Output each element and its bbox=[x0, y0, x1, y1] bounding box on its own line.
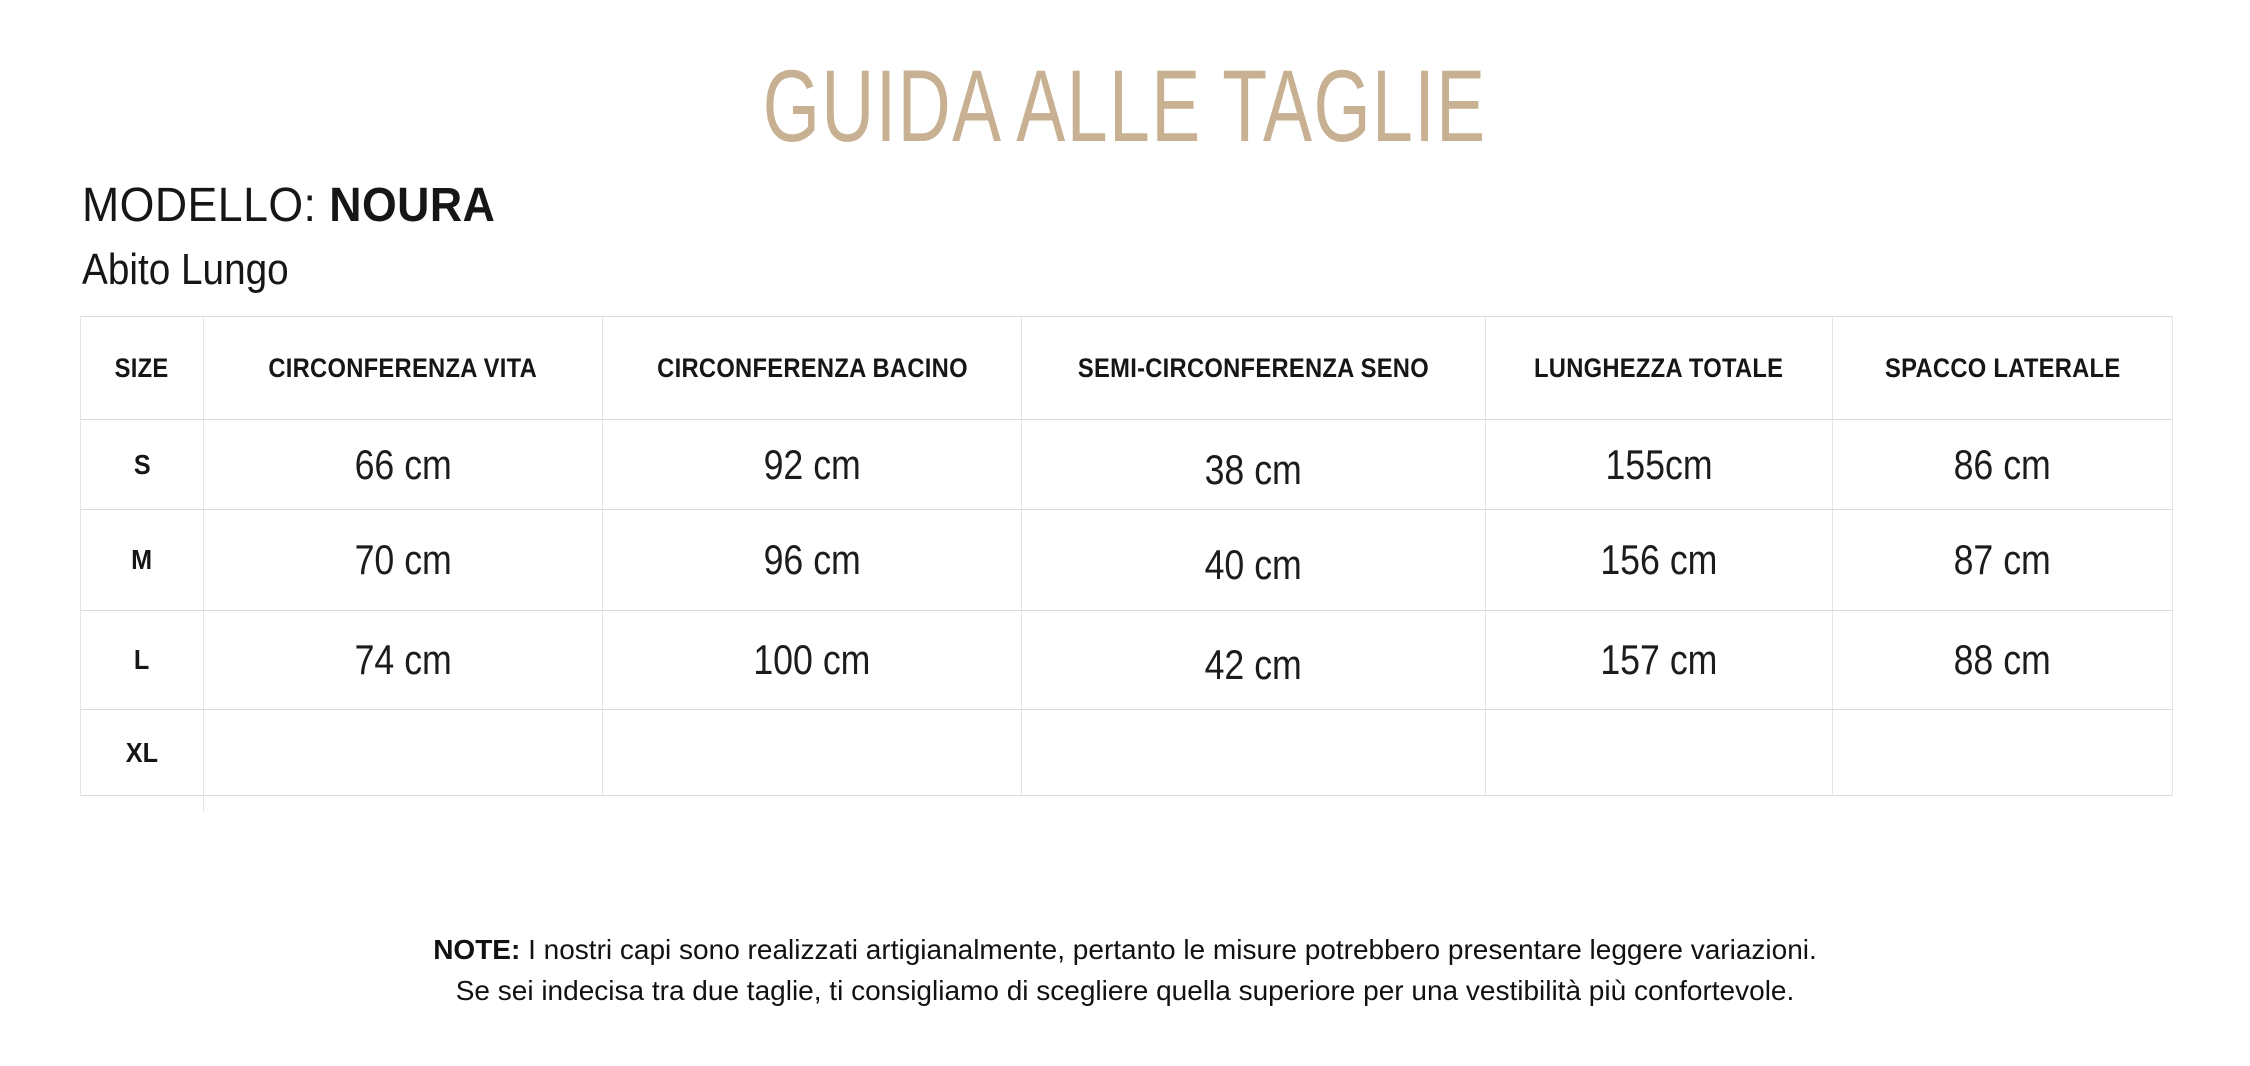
size-table bbox=[80, 316, 2173, 796]
header-cell-spacco-laterale: SPACCO LATERALE bbox=[1833, 317, 2173, 420]
header-cell-circonferenza-bacino: CIRCONFERENZA BACINO bbox=[603, 317, 1022, 420]
value-cell-l-spacco: 88 cm bbox=[1833, 611, 2173, 710]
value-cell-s-spacco: 86 cm bbox=[1833, 420, 2173, 510]
value-cell-xl-lunghezza bbox=[1486, 710, 1833, 796]
page-title bbox=[0, 49, 2250, 163]
value-cell-m-bacino: 96 cm bbox=[603, 510, 1022, 611]
size-cell-s: S bbox=[81, 420, 204, 510]
model-name: NOURA bbox=[329, 179, 496, 232]
size-cell-l: L bbox=[81, 611, 204, 710]
note bbox=[0, 929, 2250, 1011]
value-cell-l-seno: 42 cm bbox=[1022, 611, 1486, 710]
model-subtitle: Abito Lungo bbox=[82, 245, 289, 294]
value-cell-l-lunghezza: 157 cm bbox=[1486, 611, 1833, 710]
value-cell-s-lunghezza: 155cm bbox=[1486, 420, 1833, 510]
header-cell-size: SIZE bbox=[81, 317, 204, 420]
header-cell-circonferenza-vita: CIRCONFERENZA VITA bbox=[204, 317, 603, 420]
model-line bbox=[82, 180, 526, 233]
value-cell-s-vita: 66 cm bbox=[204, 420, 603, 510]
value-cell-s-seno: 38 cm bbox=[1022, 420, 1486, 510]
value-cell-xl-seno bbox=[1022, 710, 1486, 796]
value-cell-l-bacino: 100 cm bbox=[603, 611, 1022, 710]
value-cell-m-spacco: 87 cm bbox=[1833, 510, 2173, 611]
header-cell-lunghezza-totale: LUNGHEZZA TOTALE bbox=[1486, 317, 1833, 420]
table-column-divider-stub bbox=[203, 795, 204, 812]
value-cell-m-vita: 70 cm bbox=[204, 510, 603, 611]
value-cell-xl-bacino bbox=[603, 710, 1022, 796]
note-label: NOTE: bbox=[433, 934, 521, 965]
value-cell-xl-vita bbox=[204, 710, 603, 796]
size-cell-xl: XL bbox=[81, 710, 204, 796]
note-line-1-text: I nostri capi sono realizzati artigianalmente, pertanto le misure potrebbero presentare leggere variazioni. bbox=[528, 934, 1817, 965]
header-cell-semi-circonferenza-seno: SEMI-CIRCONFERENZA SENO bbox=[1022, 317, 1486, 420]
value-cell-m-lunghezza: 156 cm bbox=[1486, 510, 1833, 611]
value-cell-s-bacino: 92 cm bbox=[603, 420, 1022, 510]
note-line-1 bbox=[0, 929, 2250, 970]
value-cell-m-seno: 40 cm bbox=[1022, 510, 1486, 611]
value-cell-xl-spacco bbox=[1833, 710, 2173, 796]
page-title-text: GUIDA ALLE TAGLIE bbox=[763, 49, 1487, 163]
size-cell-m: M bbox=[81, 510, 204, 611]
value-cell-l-vita: 74 cm bbox=[204, 611, 603, 710]
model-label: MODELLO: bbox=[82, 179, 317, 232]
note-line-2: Se sei indecisa tra due taglie, ti consigliamo di scegliere quella superiore per una vestibilità più confortevole. bbox=[455, 975, 1795, 1006]
